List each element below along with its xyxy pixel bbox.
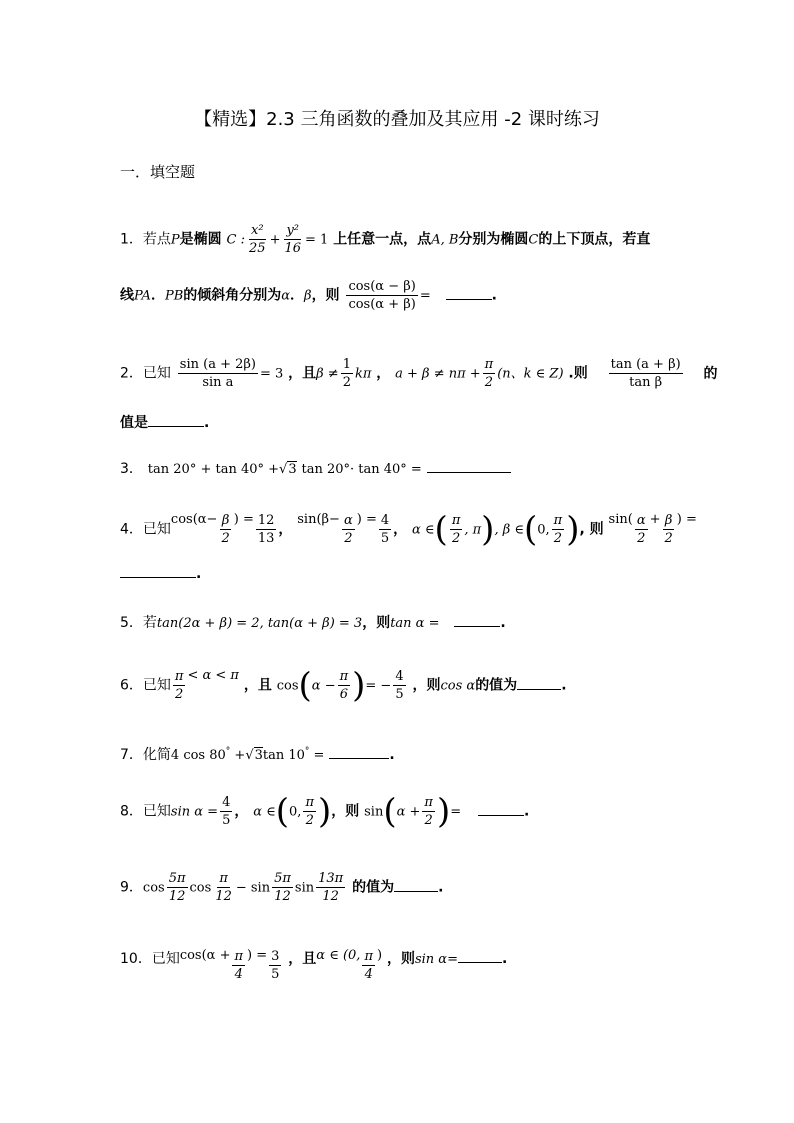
q4-close2: ) = [356,512,377,527]
q1-point-p: P [170,232,180,248]
q6-pi-six [338,668,351,703]
q7-expr1: 4 cos 80 [170,748,226,763]
q8-zero: 0, [289,804,302,820]
q10-pi-four [232,948,245,983]
q1-text: 是椭圆 [179,231,222,248]
q6-two: 2 [175,687,184,702]
q10-close: ) [377,948,383,963]
q8-number: 8．已知 [120,803,171,820]
q4-ain: α ∈ [412,522,435,538]
q7-plus: + [230,748,246,763]
q4-c2: ， [393,521,408,538]
q1-ratio-num: cos(α − β) [348,279,416,294]
q10-answer-blank[interactable] [458,949,502,963]
q5-then: ，则 [362,615,391,631]
q7-end: . [389,747,395,763]
q8-sa: sin α = [170,804,219,820]
q9-5pi-12-b [272,870,293,905]
q4-close1: ) = [233,512,254,527]
q4-beta-half [219,512,231,547]
q4-end: . [196,566,202,582]
q10-ain: α ∈ (0, [316,948,361,963]
q9-pi-12 [213,870,234,905]
q9-5pi-12 [167,870,188,905]
q2-line2: 值是 [120,415,148,431]
q9-number: 9． [120,879,143,896]
q4-alpha-half-2 [635,512,648,547]
q8-answer-blank[interactable] [478,802,524,816]
question-5 [120,612,506,632]
q6-pi: π [174,669,184,684]
q10-pi: π [234,949,244,964]
question-1-line-2 [120,278,497,313]
q7-deg2: ° [304,746,310,757]
q10-eq: ) = [247,948,268,963]
q4-pi-half-2 [552,512,565,547]
q4-two: 2 [221,531,230,546]
q9-d12b: 12 [215,889,232,904]
q4-pi: π [451,513,461,528]
q8-end: . [524,803,530,820]
q4-cos: cos(α− [170,512,218,527]
q6-pi-half [173,668,186,703]
q8-4-5 [220,794,232,829]
question-4-line-2 [120,564,201,582]
q1-y2: y² [286,223,300,238]
q2-and: ，且 [288,365,317,382]
q1-ellipse-name: C : [226,232,246,248]
q1-then: ，则 [311,287,340,304]
q2-half-num: 1 [342,357,351,372]
q1-dot2: ． [290,287,305,304]
q4-12-13 [256,512,277,547]
q2-answer-blank[interactable] [148,413,204,427]
q1-plus: + [269,232,281,248]
q10-cos: cos(α + [179,948,231,963]
q9-sin: sin [294,880,315,896]
q4-a2: α [636,513,646,528]
q1-line2a: 线 [120,287,134,304]
q6-then: ，则 [412,677,441,694]
q1-c: C [528,232,539,248]
q6-lt: < α < π [187,668,239,683]
q4-sin: sin(β− [297,512,340,527]
q4-two2: 2 [344,531,353,546]
q8-pi-half-2 [422,794,435,829]
q3-answer-blank[interactable] [427,459,511,473]
page-title: 【精选】2.3 三角函数的叠加及其应用 -2 课时练习 [194,109,600,130]
q1-pa: PA [134,288,151,304]
q4-two6: 2 [664,531,673,546]
q9-d12c: 12 [274,889,291,904]
q4-two4: 2 [553,531,563,546]
question-6: 6．已知 $\frac{\pi}{2}$ < α < π ，且 cos(α − $\frac{\pi}{6}$ )= − $\frac{4}{5}$ ，则cos α的值为 . [120,665,567,706]
q2-then: .则 [568,365,588,382]
q9-n5pib: 5π [274,871,291,886]
q4-sin2: sin( [608,512,633,527]
question-1-line-1 [120,222,650,257]
q2-fden: sin a [202,375,234,390]
q5-end: . [500,615,506,631]
q4-zero: 0, [537,522,550,538]
q2-nk: (n、k ∈ Z) [497,366,564,382]
q4-n12: 12 [257,513,275,528]
q10-pi-four-2 [362,948,375,983]
q6-end: . [561,677,567,694]
q10-pi2: π [364,949,373,964]
q1-mid: 上任意一点，点 [333,231,432,248]
q1-alpha: α [281,288,291,304]
q4-beta-half-2 [663,512,675,547]
q4-number: 4．已知 [120,521,171,538]
q8-two2: 2 [424,813,433,828]
q3-expr2: tan 20°· tan 40° = [301,462,422,477]
q9-d12: 12 [168,889,186,904]
q8-pi-half [303,794,316,829]
q2-pi: π [484,357,494,372]
q4-pi-half [450,512,463,547]
q10-four: 4 [234,967,243,982]
q2-target-frac [609,356,683,391]
q7-number: 7．化简 [120,747,171,763]
q2-half-den: 2 [342,375,351,390]
section-heading: 一．填空题 [120,163,196,181]
q4-alpha-half [342,512,355,547]
question-2-line-1 [120,356,718,391]
q7-sqrt3: 3 [254,748,263,763]
q4-then: , 则 [579,521,604,538]
q8-a: α + [396,804,421,820]
q6-and: ，且 [243,677,272,694]
q3-expr1: tan 20° + tan 40° + [147,462,280,477]
q1-frac-y [282,222,303,257]
q6-d5: 5 [395,687,404,702]
q1-25: 25 [249,241,266,256]
q8-then: ，则 [331,803,360,820]
q1-ratio-den: cos(α + β) [348,297,416,312]
q2-beta-ne: β ≠ [316,366,339,382]
q9-cos: cos [142,880,165,896]
q7-eq: = [309,748,325,763]
q5-cond: tan(2α + β) = 2, tan(α + β) = 3 [156,616,363,631]
q9-n13pi: 13π [318,871,344,886]
q3-number: 3． [120,461,143,477]
q1-16: 16 [284,241,302,256]
q10-3-5 [269,948,281,983]
q4-d5: 5 [380,531,390,546]
q2-given-frac [178,356,258,391]
question-8: 8．已知sin α = $\frac{4}{5}$ ， α ∈(0, $\frac{\pi}{2}$ )，则 sin(α + $\frac{\pi}{2}$ )= . [120,791,530,832]
q2-comma: ， [376,365,391,382]
question-3: 3． tan 20° + tan 40° +√3 tan 20°· tan 40° = [120,458,511,478]
q2-pi-half [483,356,496,391]
q9-pi: π [219,871,228,886]
q1-ab: A, B [431,232,459,248]
q9-answer-blank[interactable] [394,878,438,892]
q6-six: 6 [339,687,348,702]
q7-answer-blank[interactable] [329,745,389,759]
q8-sin: sin [364,804,384,820]
q1-frac-x [247,222,268,257]
q10-end: . [501,951,508,967]
q9-cos2: cos [189,880,212,896]
q8-two: 2 [305,813,314,828]
q8-c1: ， [234,803,249,820]
q2-two2: 2 [484,375,494,390]
q4-pi2: , π [464,522,482,538]
q2-fnum: sin (a + 2β) [179,357,256,372]
q9-d12d: 12 [322,889,339,904]
q6-ca: cos α [440,678,476,694]
q9-val: 的值为 [352,879,395,896]
q10-sa: sin α [414,952,448,967]
q8-n4: 4 [222,795,231,810]
q1-eq1: = 1 [305,232,329,248]
q4-answer-blank[interactable] [120,564,196,578]
q10-eq2: = [447,952,458,967]
q1-pb: PB [164,288,184,304]
q10-and: ，且 [288,951,317,967]
q4-b2: β [664,513,673,528]
q7-deg: ° [225,746,231,757]
q2-tden: tan β [629,375,663,390]
q4-close3: ) = [676,512,697,527]
question-10 [120,948,507,983]
q2-kpi: kπ [354,366,372,382]
q2-tnum: tan (a + β) [610,357,681,372]
q1-end1: 的上下顶点，若直 [538,231,651,248]
q5-ta: tan α = [390,616,440,631]
q10-four2: 4 [364,967,373,982]
question-9 [120,870,443,905]
q2-cond: a + β ≠ nπ + [395,366,481,382]
q8-pi2: π [424,795,433,810]
q8-pi: π [305,795,314,810]
q2-number: 2．已知 [120,365,171,382]
q4-a: α [343,513,353,528]
q4-bin: , β ∈ [494,522,524,538]
q6-val: 的值为 [475,677,518,694]
q10-n3: 3 [271,949,280,964]
question-4-line-1: 4．已知cos(α− $\frac{\beta}{2}$ ) = $\frac{12}{13}$ ， sin(β− $\frac{\alpha}{2}$ ) = $\frac{4}{5}$ ， α ∈( $\frac{\pi}{2}$ , π), β ∈(0, $\frac{\pi}{2}$ ), 则 sin( $\frac{\alpha}{2}$ + $\frac{\beta}{2}$ ) = [120,509,697,550]
q8-d5: 5 [222,813,231,828]
q7-expr2: tan 10 [262,748,305,763]
q10-d5: 5 [271,967,280,982]
q6-number: 6．已知 [120,677,171,694]
q1-ratio [346,278,417,313]
q4-d13: 13 [257,531,275,546]
q1-line2b: 的倾斜角分别为 [183,287,282,304]
q6-pi2: π [339,669,349,684]
question-2-line-2 [120,412,209,432]
q4-b: β [221,513,230,528]
q3-sqrt3: 3 [288,462,297,477]
q6-answer-blank[interactable] [517,676,561,690]
q6-4-5 [393,668,405,703]
q9-end: . [438,879,444,896]
q10-number: 10．已知 [120,951,180,967]
q4-c1: ， [278,521,293,538]
q6-n4: 4 [395,669,404,684]
q4-plus: + [649,512,661,527]
q1-dot: ． [150,287,165,304]
q2-eq3: = 3 [259,366,284,382]
q9-13pi-12 [316,870,345,905]
q1-mid2: 分别为椭圆 [458,231,529,248]
q8-eq: = [450,804,462,820]
q1-x2: x² [251,223,264,238]
q2-de: 的 [703,365,718,382]
q9-minus: − sin [235,880,271,896]
q2-end: . [204,415,210,431]
q1-beta: β [304,288,312,304]
q10-then: ，则 [386,951,415,967]
q2-half [341,356,353,391]
q6-a: α − [311,678,336,694]
q4-two3: 2 [451,531,461,546]
q1-number: 1．若点 [120,231,171,248]
q5-answer-blank[interactable] [454,613,500,627]
q4-4-5 [379,512,391,547]
q1-answer-blank[interactable] [446,286,492,300]
q1-eq: = [419,288,431,304]
q6-eq: = − [365,678,392,694]
question-7: 7．化简4 cos 80° +√3tan 10° = . [120,746,395,763]
q9-n5pi: 5π [168,871,186,886]
q8-ain: α ∈ [253,804,276,820]
q4-n4: 4 [380,513,390,528]
q6-cos: cos [276,678,299,694]
q4-pi3: π [553,513,563,528]
q1-end: . [491,287,497,304]
q5-number: 5．若 [120,615,157,631]
q4-two5: 2 [637,531,646,546]
